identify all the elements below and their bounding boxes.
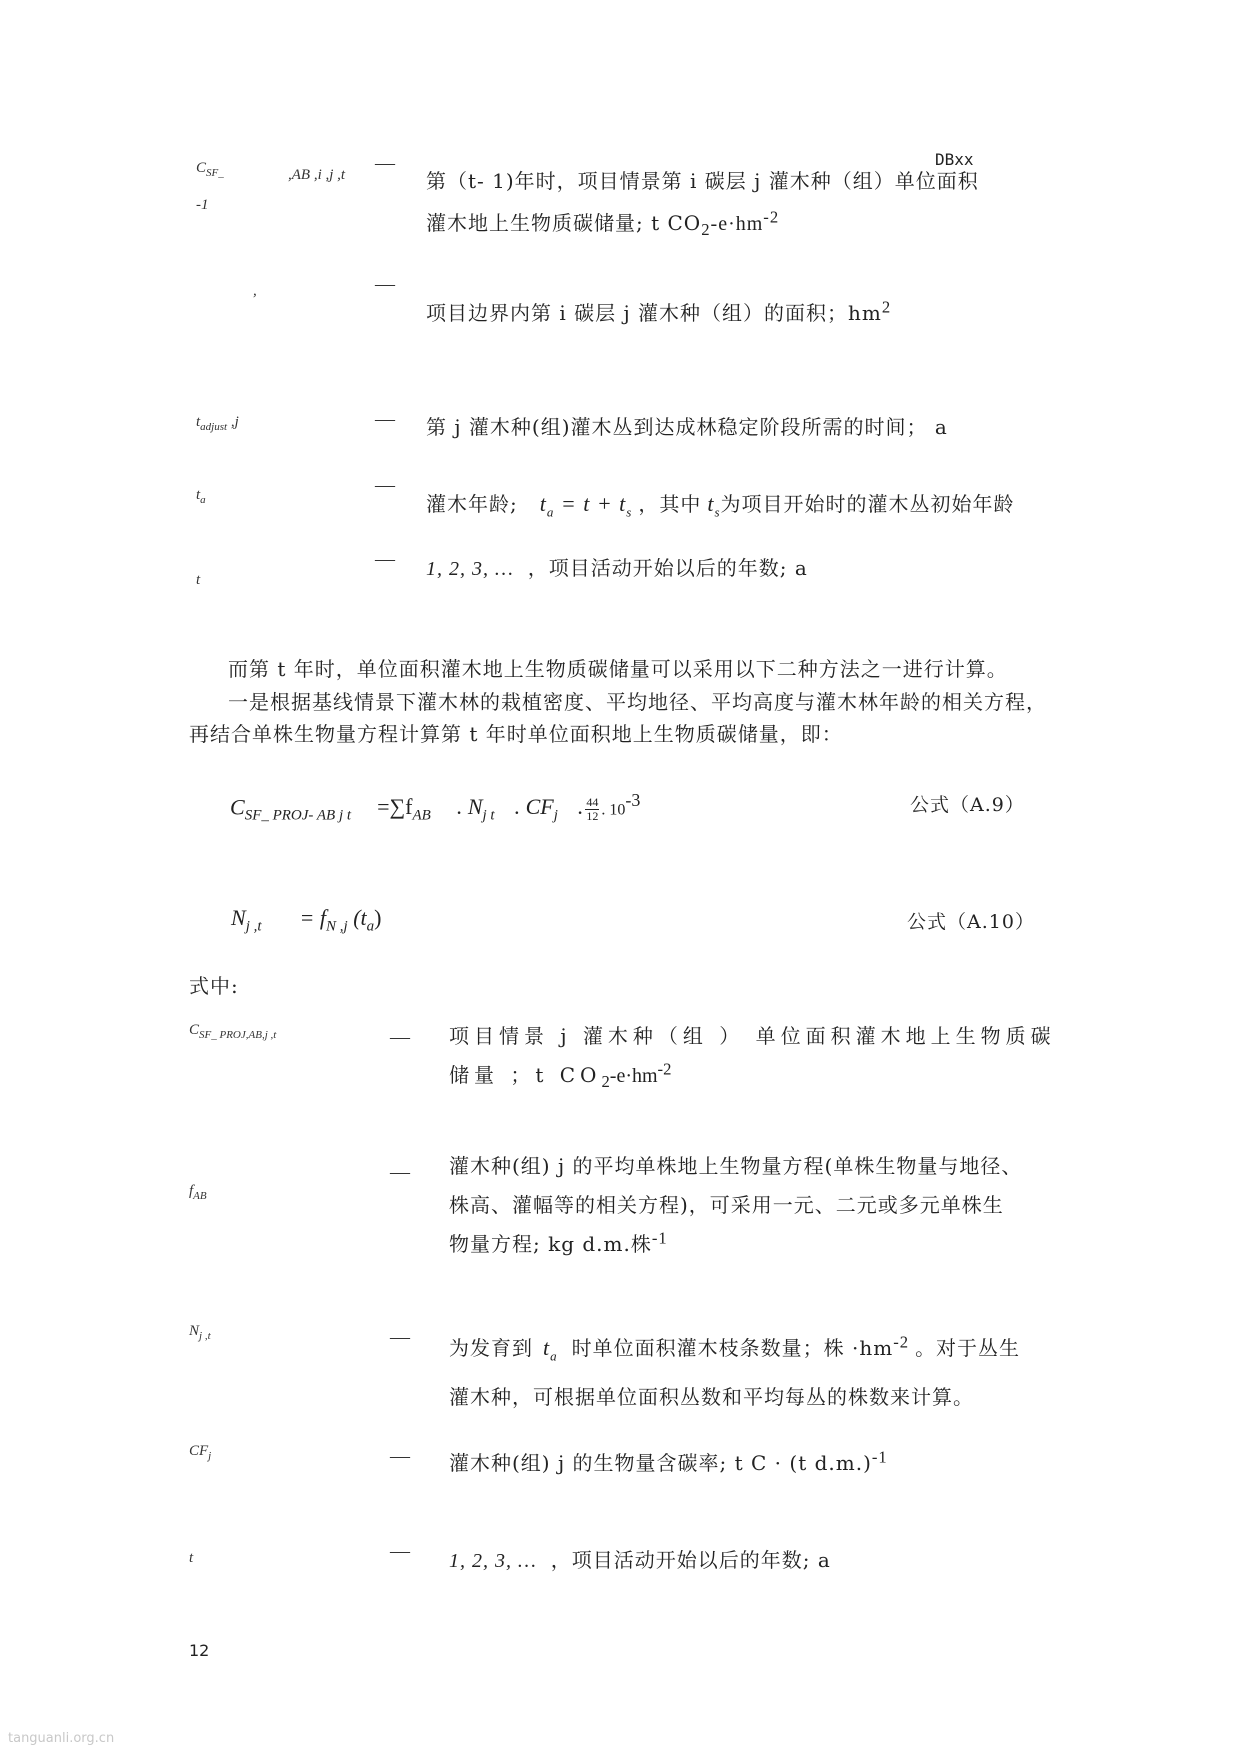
- definition-text-line1: 灌木种(组) j 的平均单株地上生物量方程(单株生物量与地径、: [449, 1154, 1023, 1178]
- definition-text: 项目边界内第 i 碳层 j 灌木种（组）的面积；$hm^2$: [426, 297, 892, 325]
- paragraph-method-intro: 而第 t 年时，单位面积灌木地上生物质碳储量可以采用以下二种方法之一进行计算。: [228, 657, 1008, 681]
- symbol-f-ab: $f_{AB}$: [189, 1183, 207, 1202]
- formula-a9-label: 公式（A.9）: [910, 794, 1025, 816]
- definition-text-line2: 灌木地上生物质碳储量; t $CO_2-e\cdot hm^{-2}$: [426, 207, 780, 239]
- definition-text: 1, 2, 3, … ，项目活动开始以后的年数; a: [449, 1548, 831, 1572]
- definition-text-line2: 株高、灌幅等的相关方程)，可采用一元、二元或多元单株生: [449, 1193, 1004, 1217]
- definition-text-line2: 灌木种，可根据单位面积丛数和平均每丛的株数来计算。: [449, 1385, 974, 1409]
- definition-dash: —: [390, 1326, 410, 1348]
- definition-text: 第 j 灌木种(组)灌木丛到达成林稳定阶段所需的时间； a: [426, 415, 948, 439]
- definition-dash: —: [375, 408, 395, 430]
- definition-dash: —: [390, 1026, 410, 1048]
- definition-dash: —: [375, 474, 395, 496]
- fraction-44-12: $\frac{44}{12}$: [586, 794, 599, 823]
- symbol-c-sf-ab-i-j-t: $C_{SF\_}$: [196, 160, 224, 179]
- definition-text-line2: 储量 ；t $CO_2-e\cdot hm^{-2}$: [449, 1059, 672, 1091]
- definition-text: 灌木年龄; $t_a = t + t_s$ ，其中 $t_s$为项目开始时的灌木丛初始年龄: [426, 491, 1015, 520]
- symbol-c-sf-proj-ab-j-t: $C_{SF\_ PROJ,AB,j ,t}$: [189, 1022, 277, 1041]
- symbol-cf-j: $CF_j$: [189, 1443, 212, 1462]
- symbol-area-placeholder: ,: [253, 283, 257, 299]
- document-code-header: DBxx: [935, 150, 974, 169]
- symbol-t: t: [189, 1550, 194, 1566]
- symbol-t-adjust-j: $t_{adjust}$ ,j: [196, 414, 239, 433]
- formula-a9: $C_{SF\_ PROJ- AB j t} =\sum f_{AB}$ . $N_{j t}$ . $CF_j$ . $\frac{44}{12}$ . $10^{-3}$: [230, 790, 641, 824]
- definition-dash: —: [375, 152, 395, 174]
- definition-dash: —: [375, 548, 395, 570]
- page-number: 12: [189, 1641, 210, 1660]
- symbol-subscript-minus-one: -1: [196, 197, 209, 213]
- definition-dash: —: [390, 1445, 410, 1467]
- where-label: 式中:: [189, 974, 239, 998]
- definition-text-line1: 项目情景 j 灌木种（组 ） 单位面积灌木地上生物质碳: [449, 1024, 1056, 1048]
- paragraph-method-one-line2: 再结合单株生物量方程计算第 t 年时单位面积地上生物质碳储量，即：: [189, 722, 843, 746]
- definition-text-line1: 为发育到 $t_a$ 时单位面积灌木枝条数量；株 $\cdot hm^{-2}$ 。对于丛生: [449, 1332, 1021, 1364]
- symbol-t: t: [196, 572, 201, 588]
- paragraph-method-one-line1: 一是根据基线情景下灌木林的栽植密度、平均地径、平均高度与灌木林年龄的相关方程，: [228, 690, 1047, 714]
- symbol-n-j-t: $N_{j ,t}$: [189, 1323, 211, 1342]
- definition-dash: —: [375, 273, 395, 295]
- symbol-subscript-indices: ,AB ,i ,j ,t: [288, 167, 346, 183]
- formula-a10: $N_{j ,t} = f_{N ,j}$ $(t_a)$: [231, 905, 382, 935]
- formula-a10-label: 公式（A.10）: [907, 911, 1035, 933]
- definition-text-line3: 物量方程; kg d.m.株$^{-1}$: [449, 1228, 668, 1256]
- definition-text: 1, 2, 3, … ，项目活动开始以后的年数; a: [426, 556, 808, 580]
- definition-dash: —: [390, 1161, 410, 1183]
- watermark: tanguanli.org.cn: [8, 1731, 115, 1746]
- definition-text: 灌木种(组) j 的生物量含碳率; t C · (t d.m.)$^{-1}$: [449, 1447, 888, 1475]
- symbol-t-a: $t_a$: [196, 487, 206, 506]
- definition-text-line1: 第（t- 1)年时，项目情景第 i 碳层 j 灌木种（组）单位面积: [426, 169, 979, 193]
- definition-dash: —: [390, 1540, 410, 1562]
